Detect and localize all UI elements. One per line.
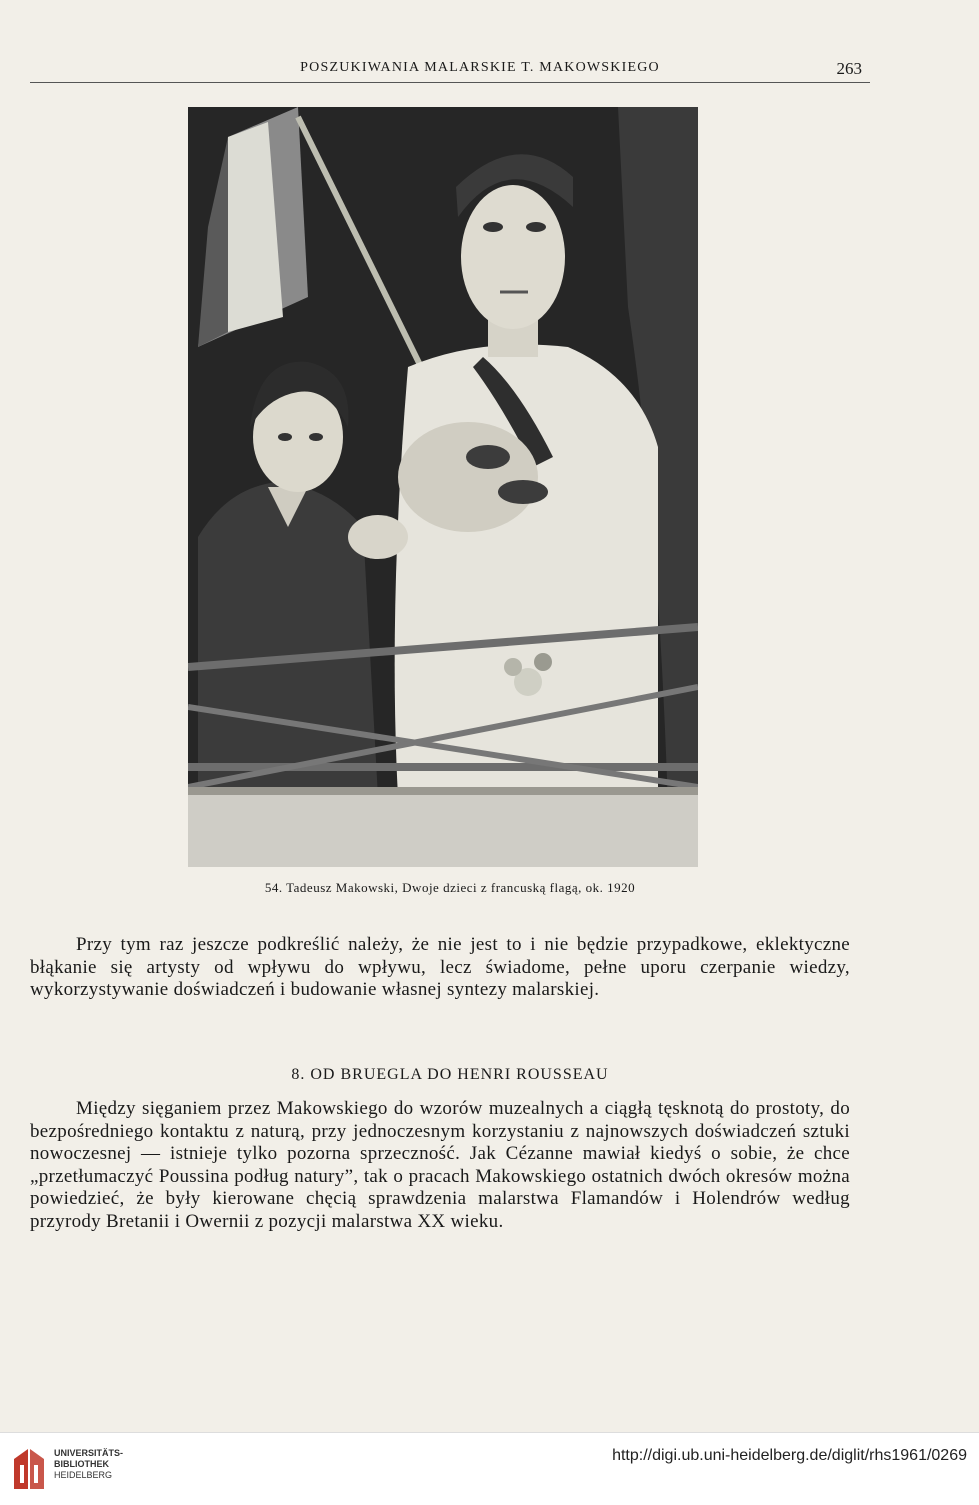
- paragraph: [30, 934, 850, 1002]
- library-name-line: UNIVERSITÄTS-: [54, 1448, 124, 1458]
- paragraph-text: Przy tym raz jeszcze podkreślić należy, że nie jest to i nie będzie przypadkowe, eklektyczne błąkanie się artysty od wpływu do wpływu, lecz świadome, pełne uporu czerpanie wiedzy, wykorzystywanie doświadczeń i budowanie własnej syntezy malarskiej.: [30, 934, 850, 1000]
- figure-caption: 54. Tadeusz Makowski, Dwoje dzieci z francuską flagą, ok. 1920: [264, 880, 636, 895]
- library-name-line: BIBLIOTHEK: [54, 1459, 109, 1469]
- page-number: 263: [836, 59, 862, 78]
- paragraph: [30, 1098, 850, 1233]
- library-name-line: HEIDELBERG: [54, 1470, 113, 1480]
- library-logo-icon: [12, 1445, 46, 1491]
- painting-image: [188, 107, 698, 867]
- running-header: [30, 58, 870, 83]
- digitization-footer: [0, 1432, 979, 1505]
- running-title: POSZUKIWANIA MALARSKIE T. MAKOWSKIEGO: [300, 60, 660, 75]
- section-heading: 8. OD BRUEGLA DO HENRI ROUSSEAU: [291, 1066, 609, 1083]
- library-name: [54, 1448, 123, 1481]
- paragraph-text: Między sięganiem przez Makowskiego do wzorów muzealnych a ciągłą tęsknotą do prostoty, do bezpośredniego kontaktu z naturą, przy jednoczesnym korzystaniu z najnowszych doświadczeń sztuki nowoczesnej — istnieje tylko pozorna sprzeczność. Jak Cézanne mawiał kiedyś o sobie, że chce „przetłumaczyć Poussina podług natury”, tak o pracach Makowskiego ostatnich dwóch okresów można powiedzieć, że były kierowane chęcią sprawdzenia malarstwa Flamandów i Holendrów według przyrody Bretanii i Owernii z pozycji malarstwa XX wieku.: [30, 1098, 850, 1232]
- source-url-link[interactable]: http://digi.ub.uni-heidelberg.de/diglit/rhs1961/0269: [612, 1447, 967, 1464]
- painting-reproduction: [188, 107, 698, 867]
